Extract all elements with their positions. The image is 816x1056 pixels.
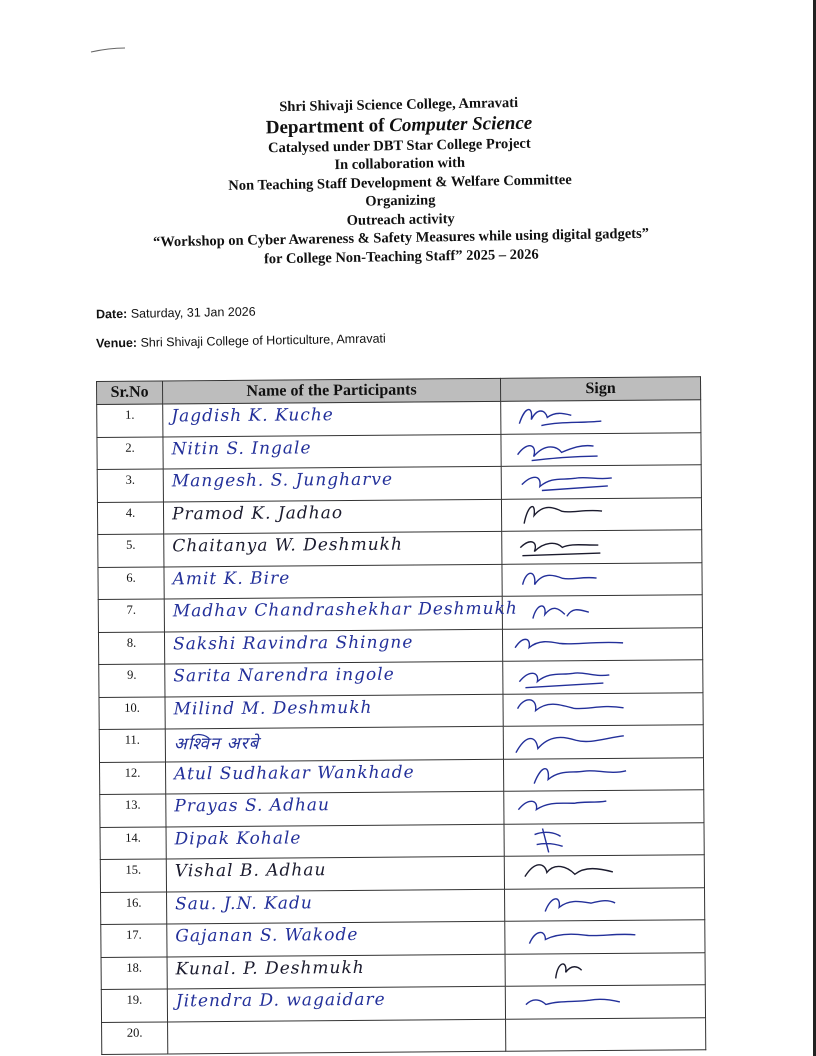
signature-scribble: [512, 531, 642, 562]
participant-name-cell: [165, 661, 503, 696]
table-row: [99, 725, 703, 762]
participant-name-cell: [164, 564, 502, 599]
signature-scribble: [515, 856, 645, 887]
signature-cell: [503, 692, 703, 726]
sr-no-cell: 11.: [99, 729, 165, 762]
sr-no-cell: 16.: [101, 891, 167, 924]
attendance-table: [96, 376, 706, 1055]
table-row: [97, 465, 701, 502]
participant-name-cell: [165, 694, 503, 729]
column-header-srno: Sr.No: [97, 381, 163, 405]
sr-no-cell: 19.: [101, 989, 167, 1022]
column-header-name: Name of the Participants: [163, 378, 501, 404]
sr-no-cell: 6.: [98, 566, 164, 599]
sr-no-cell: 9.: [99, 664, 165, 697]
sr-no-cell: 13.: [100, 794, 166, 827]
signature-scribble: [511, 401, 641, 432]
table-row: [100, 822, 704, 859]
sr-no-cell: 20.: [102, 1021, 168, 1054]
department-title: Department of Computer Science: [265, 112, 533, 138]
signature-scribble: [516, 986, 646, 1017]
signature-cell: [501, 432, 701, 466]
signature-scribble: [513, 693, 643, 724]
sr-no-cell: 7.: [98, 599, 164, 632]
sr-no-cell: 12.: [99, 761, 165, 794]
signature-cell: [501, 497, 701, 531]
signature-scribble: [515, 921, 645, 952]
workshop-subtitle: for College Non-Teaching Staff” 2025 – 2026: [263, 246, 539, 267]
handwritten-name: Amit K. Bire: [172, 567, 291, 589]
organizing-line: Organizing: [365, 192, 436, 210]
table-row: [101, 985, 705, 1022]
table-row: [97, 400, 701, 437]
handwritten-name: Sarita Narendra ingole: [173, 664, 395, 687]
signature-scribble: [515, 888, 645, 919]
signature-scribble: [514, 726, 644, 757]
signature-cell: [506, 1017, 706, 1051]
handwritten-name: Gajanan S. Wakode: [175, 924, 359, 947]
collaboration-line: In collaboration with: [334, 154, 466, 174]
activity-line: Outreach activity: [346, 210, 455, 229]
sr-no-cell: 4.: [97, 501, 163, 534]
handwritten-name: Atul Sudhakar Wankhade: [174, 762, 415, 784]
signature-cell: [505, 952, 705, 986]
handwritten-name: Mangesh. S. Jungharve: [171, 469, 394, 492]
signature-cell: [501, 465, 701, 499]
document-header: [99, 91, 702, 271]
handwritten-name: Vishal B. Adhau: [174, 860, 327, 882]
participant-name-cell: [165, 759, 503, 794]
signature-cell: [503, 757, 703, 791]
committee-line: Non Teaching Staff Development & Welfare Committee: [228, 171, 572, 194]
handwritten-name: Pramod K. Jadhao: [171, 502, 344, 524]
participant-name-cell: [166, 824, 504, 859]
handwritten-name: अश्विन अरबे: [173, 733, 260, 755]
handwritten-name: Nitin S. Ingale: [171, 437, 312, 459]
participant-name-cell: [166, 856, 504, 891]
signature-scribble: [513, 628, 643, 659]
signature-cell: [503, 725, 703, 759]
workshop-title: “Workshop on Cyber Awareness & Safety Measures while using digital gadgets”: [152, 225, 650, 251]
project-line: Catalysed under DBT Star College Project: [267, 135, 531, 156]
participant-name-cell: [164, 629, 502, 664]
participant-name-cell: [167, 889, 505, 924]
sr-no-cell: 5.: [98, 534, 164, 567]
signature-cell: [502, 530, 702, 564]
signature-cell: [502, 595, 702, 629]
table-body: [97, 400, 706, 1055]
table-row: [100, 790, 704, 827]
column-header-sign: Sign: [500, 377, 700, 402]
date-line: Date: Saturday, 31 Jan 2026: [95, 304, 256, 322]
handwritten-name: Chaitanya W. Deshmukh: [172, 534, 403, 557]
signature-scribble: [512, 498, 642, 529]
signature-scribble: [513, 661, 643, 692]
sr-no-cell: 14.: [100, 826, 166, 859]
handwritten-name: Sau. J.N. Kadu: [175, 892, 313, 914]
signature-cell: [502, 627, 702, 661]
college-name: Shri Shivaji Science College, Amravati: [279, 94, 519, 116]
table-row: [97, 432, 701, 469]
signature-scribble: [512, 563, 642, 594]
signature-cell: [504, 790, 704, 824]
participant-name-cell: [163, 466, 501, 501]
pen-mark: [90, 46, 126, 54]
sr-no-cell: 1.: [97, 404, 163, 437]
signature-scribble: [511, 433, 641, 464]
signature-cell: [503, 660, 703, 694]
handwritten-name: Prayas S. Adhau: [174, 795, 331, 817]
participant-name-cell: [167, 954, 505, 989]
attendance-table-wrap: [96, 376, 705, 1040]
signature-cell: [504, 822, 704, 856]
signature-scribble: [513, 596, 643, 627]
table-row: [99, 757, 703, 794]
table-row: [98, 595, 702, 632]
handwritten-name: Jitendra D. wagaidare: [175, 989, 386, 1012]
table-row: [101, 920, 705, 957]
table-row: [101, 887, 705, 924]
table-row: [102, 1017, 706, 1054]
handwritten-name: Sakshi Ravindra Shingne: [172, 632, 414, 654]
sr-no-cell: 2.: [97, 436, 163, 469]
table-row: [98, 627, 702, 664]
sr-no-cell: 17.: [101, 924, 167, 957]
table-row: [99, 660, 703, 697]
participant-name-cell: [163, 401, 501, 436]
signature-scribble: [514, 758, 644, 789]
sr-no-cell: 18.: [101, 956, 167, 989]
table-row: [97, 497, 701, 534]
signature-cell: [501, 400, 701, 434]
participant-name-cell: [167, 921, 505, 956]
venue-line: Venue: Shri Shivaji College of Horticulture, Amravati: [95, 331, 386, 351]
participant-name-cell: [168, 1019, 506, 1054]
participant-name-cell: [163, 434, 501, 469]
signature-cell: [505, 985, 705, 1019]
signature-scribble: [514, 791, 644, 822]
participant-name-cell: [164, 596, 518, 631]
handwritten-name: Madhav Chandrashekhar Deshmukh: [172, 598, 518, 622]
handwritten-name: Milind M. Deshmukh: [173, 697, 373, 719]
sr-no-cell: 3.: [97, 469, 163, 502]
sr-no-cell: 10.: [99, 696, 165, 729]
table-row: [99, 692, 703, 729]
signature-cell: [505, 920, 705, 954]
table-row: [100, 855, 704, 892]
participant-name-cell: [167, 986, 505, 1021]
participant-name-cell: [165, 726, 503, 761]
signature-cell: [505, 887, 705, 921]
table-row: [101, 952, 705, 989]
participant-name-cell: [166, 791, 504, 826]
handwritten-name: Kunal. P. Deshmukh: [175, 957, 365, 979]
participant-name-cell: [163, 499, 501, 534]
sr-no-cell: 15.: [100, 859, 166, 892]
participant-name-cell: [164, 531, 502, 566]
handwritten-name: Jagdish K. Kuche: [171, 405, 334, 427]
signature-scribble: [514, 823, 644, 854]
signature-scribble: [516, 953, 646, 984]
signature-cell: [502, 562, 702, 596]
signature-cell: [504, 855, 704, 889]
table-row: [98, 562, 702, 599]
table-row: [98, 530, 702, 567]
sr-no-cell: 8.: [98, 631, 164, 664]
signature-scribble: [512, 466, 642, 497]
handwritten-name: Dipak Kohale: [174, 827, 302, 849]
